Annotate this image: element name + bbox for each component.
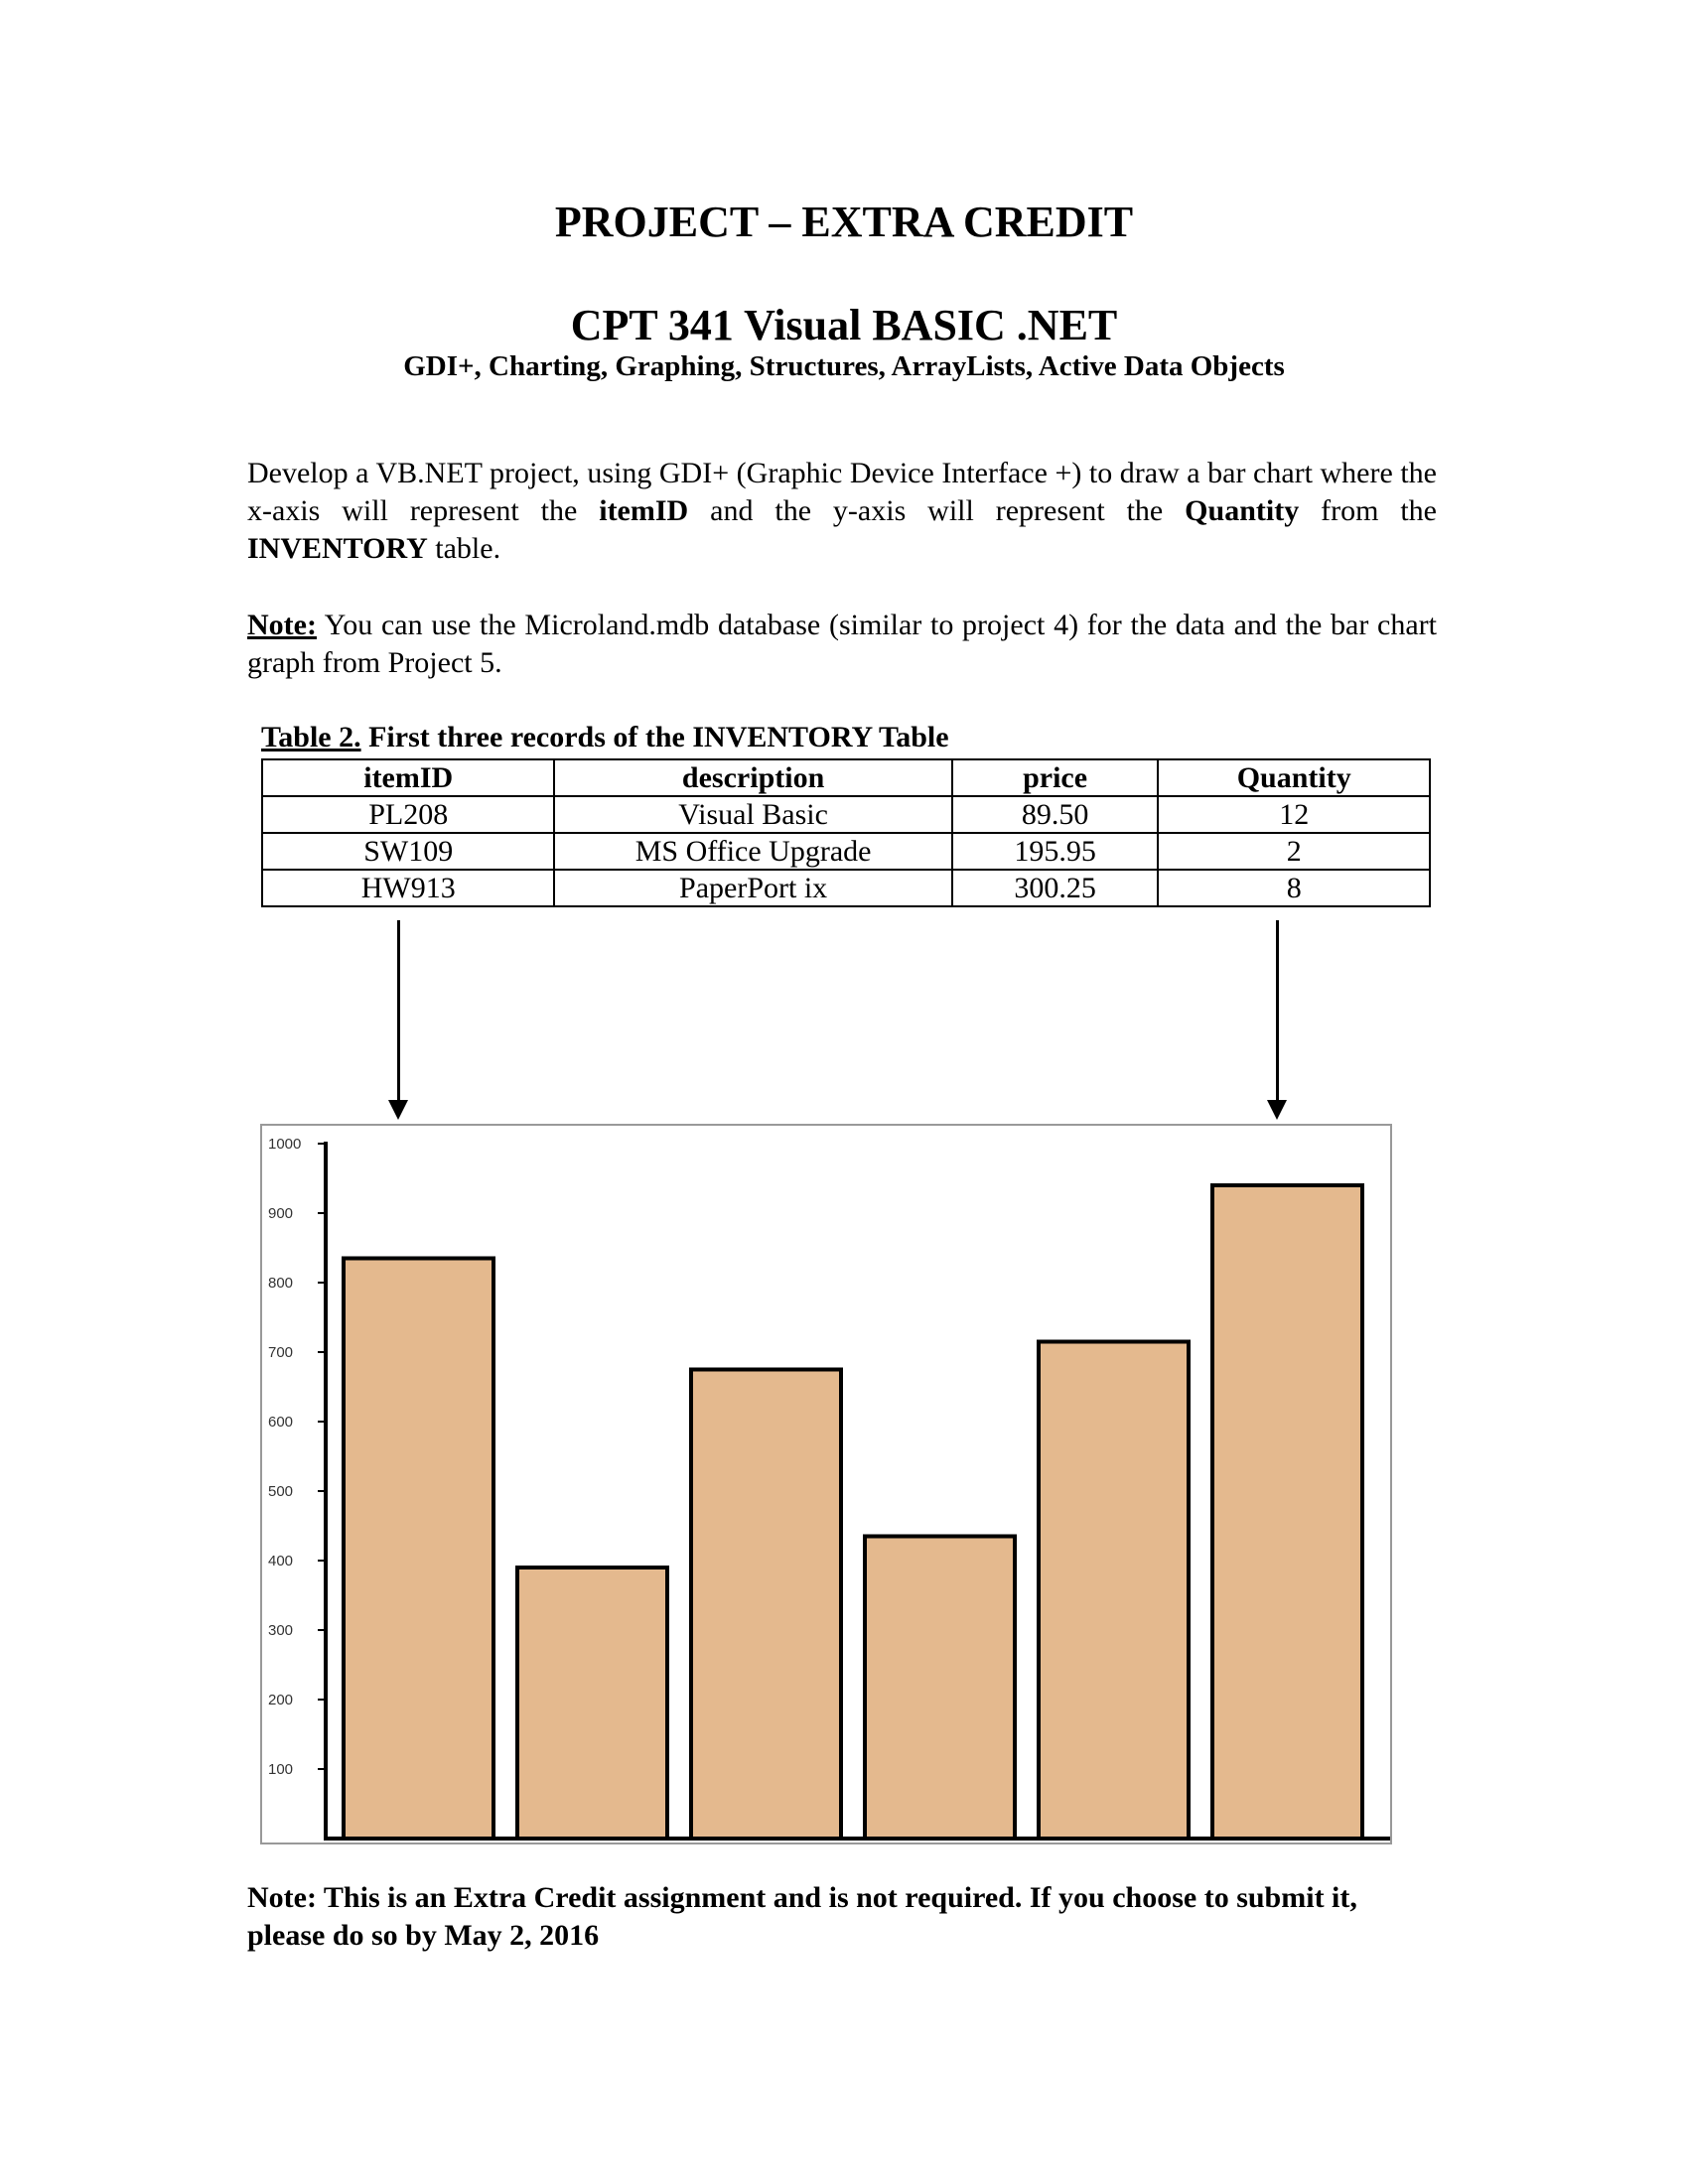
intro-bold-inventory: INVENTORY [247,532,428,565]
y-tick-label: 600 [268,1414,294,1431]
y-tick-label: 800 [268,1275,294,1292]
cell-price: 89.50 [952,796,1159,833]
y-tick-label: 900 [268,1205,294,1222]
intro-text-1: Develop a VB.NET project, using GDI+ (Graphic Device Interface +) to draw a bar chart where the x-axis will represent the [247,457,1437,527]
cell-description: Visual Basic [554,796,951,833]
cell-itemid: HW913 [262,870,554,906]
table-row [262,870,1430,906]
header-price: price [952,759,1159,796]
bar-1 [344,1259,493,1840]
quantity-bar-chart [260,1124,1392,1844]
cell-itemid: SW109 [262,833,554,870]
note-text: You can use the Microland.mdb database (similar to project 4) for the data and the bar chart graph from Project 5. [247,609,1437,679]
cell-itemid: PL208 [262,796,554,833]
topics-subtitle: GDI+, Charting, Graphing, Structures, ArrayLists, Active Data Objects [403,350,1285,382]
table-header-row [262,759,1430,796]
footnote: Note: This is an Extra Credit assignment and is not required. If you choose to submit it, please do so by May 2, 2016 [247,1881,1357,1952]
table-row [262,796,1430,833]
inventory-table [261,758,1431,907]
y-tick-label: 300 [268,1622,294,1639]
y-tick-label: 400 [268,1553,294,1570]
table-caption-text: First three records of the INVENTORY Table [360,721,949,753]
bar-2 [517,1568,667,1839]
table-caption-label: Table 2. [261,721,361,753]
y-tick-label: 100 [268,1761,294,1778]
y-tick-label: 700 [268,1344,294,1361]
bar-6 [1212,1185,1362,1839]
y-tick-label: 200 [268,1692,294,1708]
intro-paragraph [247,455,1437,568]
cell-price: 195.95 [952,833,1159,870]
table-row [262,833,1430,870]
bar-5 [1039,1342,1189,1840]
y-tick-label: 1000 [268,1136,302,1153]
cell-quantity: 8 [1158,870,1430,906]
intro-text-4: table. [427,532,501,565]
cell-quantity: 2 [1158,833,1430,870]
quantity-arrow-line [1276,920,1279,1104]
itemid-arrow-line [397,920,400,1104]
note-paragraph [247,607,1437,682]
page-title: PROJECT – EXTRA CREDIT [554,198,1134,246]
cell-description: PaperPort ix [554,870,951,906]
bar-4 [865,1537,1015,1840]
course-title: CPT 341 Visual BASIC .NET [570,301,1118,349]
header-itemid: itemID [262,759,554,796]
bar-3 [691,1370,841,1840]
table-caption [261,721,949,754]
quantity-arrow-head-icon [1267,1100,1287,1120]
header-quantity: Quantity [1158,759,1430,796]
cell-price: 300.25 [952,870,1159,906]
header-description: description [554,759,951,796]
note-label: Note: [247,609,317,641]
y-tick-label: 500 [268,1483,294,1500]
intro-bold-itemid: itemID [599,494,689,527]
intro-bold-quantity: Quantity [1185,494,1300,527]
cell-quantity: 12 [1158,796,1430,833]
cell-description: MS Office Upgrade [554,833,951,870]
intro-text-3: from the [1299,494,1437,527]
itemid-arrow-head-icon [388,1100,408,1120]
intro-text-2: and the y-axis will represent the [688,494,1186,527]
